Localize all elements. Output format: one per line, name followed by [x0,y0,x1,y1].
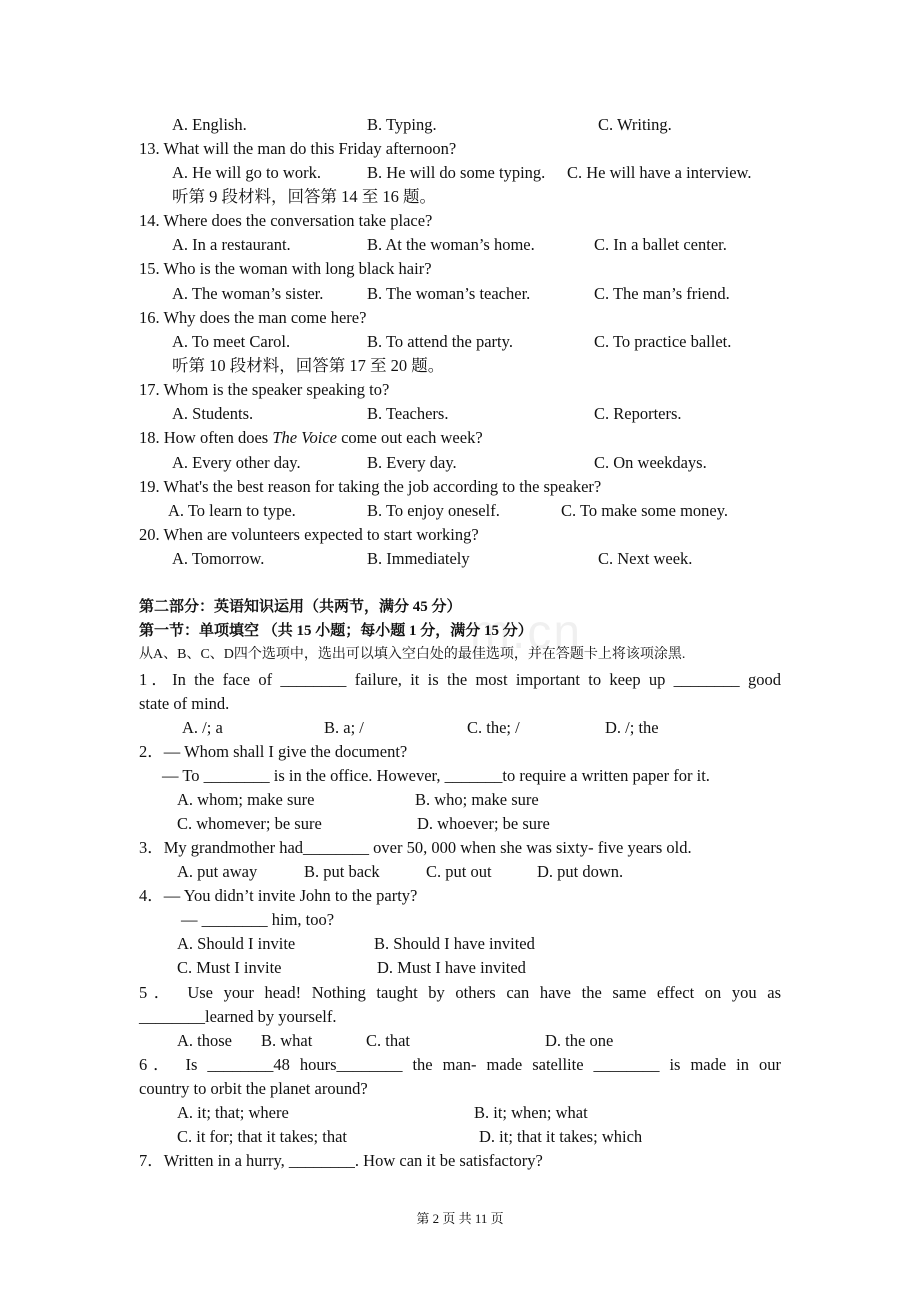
g4-line1: 4．— You didn’t invite John to the party? [139,886,418,905]
g5-option-d: D. the one [545,1031,614,1050]
g2-option-a: A. whom; make sure [177,790,315,809]
g2-option-c: C. whomever; be sure [177,814,322,833]
q18-stem-after: come out each week? [336,428,483,447]
g6-line2: country to orbit the planet around? [139,1079,368,1098]
section-note-10: 听第 10 段材料，回答第 17 至 20 题。 [172,356,445,375]
q13-option-b: B. He will do some typing. [367,163,546,182]
q17-option-c: C. Reporters. [594,404,682,423]
section-instruction: 从A、B、C、D四个选项中，选出可以填入空白处的最佳选项，并在答题卡上将该项涂黑. [139,647,686,662]
g3-line1: 3．My grandmother had________ over 50, 000 when she was sixty- five years old. [139,838,692,857]
g5-option-c: C. that [366,1031,410,1050]
g3-option-d: D. put down. [537,862,624,881]
section-note-9: 听第 9 段材料，回答第 14 至 16 题。 [172,187,436,206]
q13-option-a: A. He will go to work. [172,163,321,182]
q18-option-c: C. On weekdays. [594,453,707,472]
q12-option-b: B. Typing. [367,115,437,134]
q15-option-c: C. The man’s friend. [594,284,730,303]
q14-option-a: A. In a restaurant. [172,235,291,254]
g3-option-a: A. put away [177,862,258,881]
q16-stem: 16. Why does the man come here? [139,308,367,327]
g2-option-d: D. whoever; be sure [417,814,550,833]
q14-stem: 14. Where does the conversation take place? [139,211,433,230]
watermark: m.cn [470,606,583,659]
q15-option-a: A. The woman’s sister. [172,284,324,303]
part2-heading: 第二部分：英语知识运用（共两节，满分 45 分） [139,599,462,615]
g5-line1: 5． Use your head! Nothing taught by others can have the same effect on you as [139,983,781,1002]
g2-line1: 2．— Whom shall I give the document? [139,742,408,761]
section1-heading: 第一节：单项填空 （共 15 小题；每小题 1 分，满分 15 分） [139,623,533,639]
g2-line2: — To ________ is in the office. However, _______to require a written paper for it. [162,766,710,785]
q16-option-b: B. To attend the party. [367,332,513,351]
g1-option-c: C. the; / [467,718,520,737]
q15-stem: 15. Who is the woman with long black hair? [139,259,432,278]
q19-option-a: A. To learn to type. [168,501,296,520]
q16-option-c: C. To practice ballet. [594,332,732,351]
g1-option-d: D. /; the [605,718,659,737]
q18-option-a: A. Every other day. [172,453,301,472]
q20-option-c: C. Next week. [598,549,693,568]
q13-option-c: C. He will have a interview. [567,163,752,182]
g5-line2: ________learned by yourself. [139,1007,337,1026]
q14-option-b: B. At the woman’s home. [367,235,535,254]
q18-stem [139,428,483,448]
g5-option-a: A. those [177,1031,232,1050]
g2-option-b: B. who; make sure [415,790,539,809]
q19-option-b: B. To enjoy oneself. [367,501,500,520]
q14-option-c: C. In a ballet center. [594,235,727,254]
g4-option-b: B. Should I have invited [374,934,535,953]
g1-line1: 1．In the face of ________ failure, it is the most important to keep up ________ good [139,670,781,689]
g6-option-d: D. it; that it takes; which [479,1127,643,1146]
g1-option-b: B. a; / [324,718,364,737]
g5-option-b: B. what [261,1031,313,1050]
q15-option-b: B. The woman’s teacher. [367,284,531,303]
q20-stem: 20. When are volunteers expected to start working? [139,525,479,544]
g4-option-d: D. Must I have invited [377,958,526,977]
q20-option-b: B. Immediately [367,549,470,568]
g6-option-b: B. it; when; what [474,1103,588,1122]
q18-option-b: B. Every day. [367,453,457,472]
g3-option-b: B. put back [304,862,380,881]
q18-stem-title: The Voice [272,428,337,447]
q12-option-a: A. English. [172,115,247,134]
g6-option-c: C. it for; that it takes; that [177,1127,348,1146]
q17-option-b: B. Teachers. [367,404,449,423]
q19-stem: 19. What's the best reason for taking the job according to the speaker? [139,477,602,496]
g1-option-a: A. /; a [182,718,223,737]
q17-stem: 17. Whom is the speaker speaking to? [139,380,390,399]
q13-stem: 13. What will the man do this Friday afternoon? [139,139,457,158]
g1-line2: state of mind. [139,694,230,713]
page-footer: 第 2 页 共 11 页 [416,1211,504,1226]
g3-option-c: C. put out [426,862,492,881]
q12-option-c: C. Writing. [598,115,672,134]
q17-option-a: A. Students. [172,404,254,423]
q18-stem-before: 18. How often does [139,428,273,447]
g4-option-a: A. Should I invite [177,934,296,953]
q19-option-c: C. To make some money. [561,501,729,520]
g4-line2: — ________ him, too? [181,910,335,929]
g4-option-c: C. Must I invite [177,958,282,977]
g6-option-a: A. it; that; where [177,1103,289,1122]
g6-line1: 6． Is ________48 hours________ the man- made satellite ________ is made in our [139,1055,781,1074]
q16-option-a: A. To meet Carol. [172,332,291,351]
q20-option-a: A. Tomorrow. [172,549,265,568]
g7-line1: 7．Written in a hurry, ________. How can it be satisfactory? [139,1151,543,1170]
